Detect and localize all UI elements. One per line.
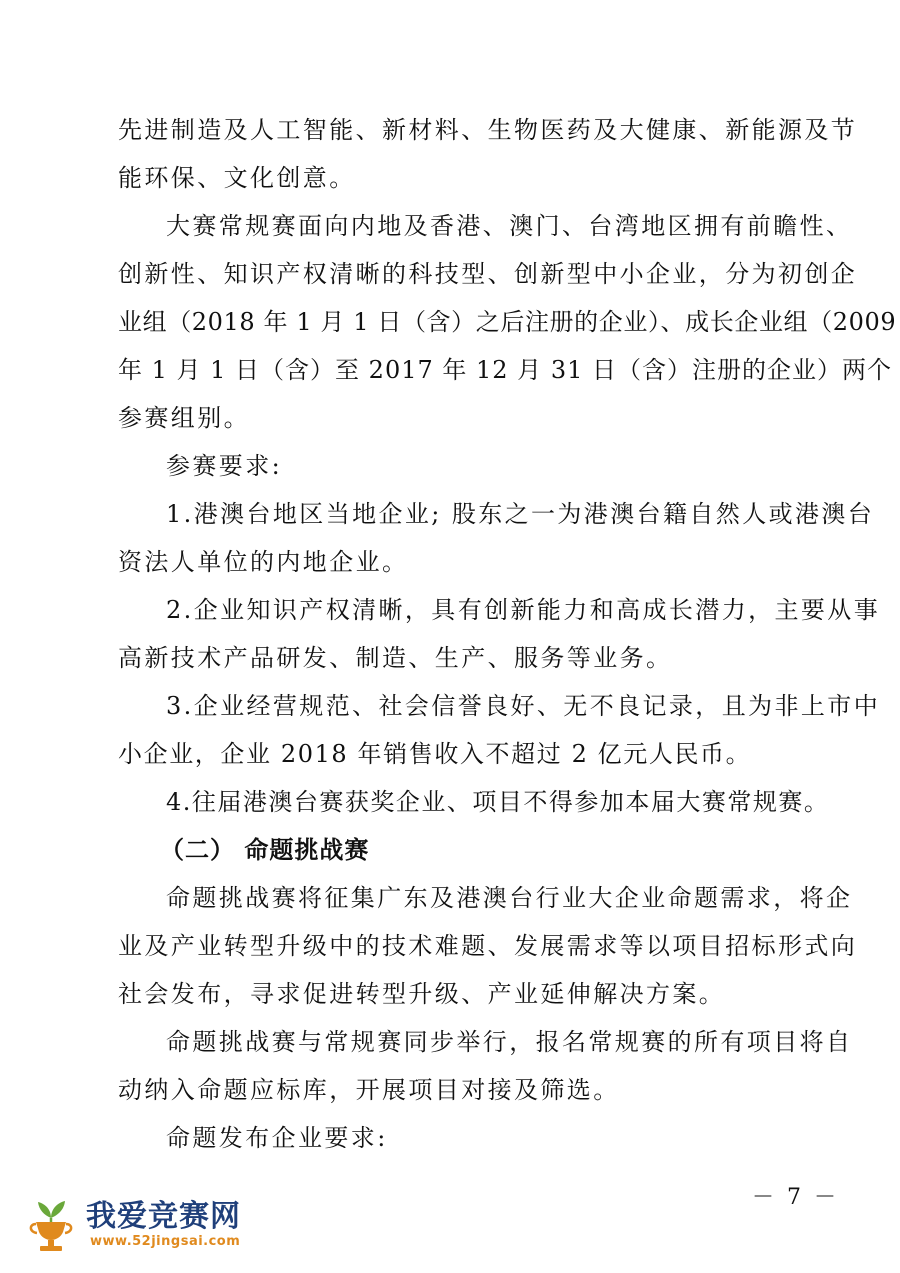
- watermark-site-name: 我爱竞赛网: [86, 1199, 241, 1234]
- site-watermark: [20, 1196, 260, 1256]
- page-number: － 7 －: [752, 1185, 839, 1210]
- paragraph-line: 命题发布企业要求:: [166, 1124, 388, 1152]
- section-label: 参赛要求:: [166, 452, 283, 480]
- requirement-line: 高新技术产品研发、制造、生产、服务等业务。: [118, 644, 673, 672]
- paragraph-line: 命题挑战赛与常规赛同步举行，报名常规赛的所有项目将自: [166, 1028, 853, 1056]
- paragraph-line: 创新性、知识产权清晰的科技型、创新型中小企业，分为初创企: [118, 260, 858, 288]
- paragraph-line: 先进制造及人工智能、新材料、生物医药及大健康、新能源及节: [118, 116, 858, 144]
- paragraph-line: 能环保、文化创意。: [118, 164, 356, 192]
- requirement-line: 2.企业知识产权清晰，具有创新能力和高成长潜力，主要从事: [166, 596, 881, 624]
- paragraph-line: 业及产业转型升级中的技术难题、发展需求等以项目招标形式向: [118, 932, 858, 960]
- paragraph-line: 命题挑战赛将征集广东及港澳台行业大企业命题需求，将企: [166, 884, 853, 912]
- paragraph-line: 大赛常规赛面向内地及香港、澳门、台湾地区拥有前瞻性、: [166, 212, 853, 240]
- requirement-line: 3.企业经营规范、社会信誉良好、无不良记录，且为非上市中: [166, 692, 881, 720]
- requirement-line: 1.港澳台地区当地企业; 股东之一为港澳台籍自然人或港澳台: [166, 500, 875, 528]
- requirement-line: 资法人单位的内地企业。: [118, 548, 409, 576]
- paragraph-line: 社会发布，寻求促进转型升级、产业延伸解决方案。: [118, 980, 726, 1008]
- requirement-line: 小企业，企业 2018 年销售收入不超过 2 亿元人民币。: [118, 740, 752, 768]
- requirement-line: 4.往届港澳台赛获奖企业、项目不得参加本届大赛常规赛。: [166, 788, 830, 816]
- paragraph-line: 年 1 月 1 日（含）至 2017 年 12 月 31 日（含）注册的企业）两个: [118, 356, 892, 384]
- section-heading: （二） 命题挑战赛: [160, 836, 370, 864]
- trophy-sprout-logo-icon: [20, 1196, 82, 1254]
- paragraph-line: 动纳入命题应标库，开展项目对接及筛选。: [118, 1076, 620, 1104]
- paragraph-line: 参赛组别。: [118, 404, 250, 432]
- paragraph-line: 业组（2018 年 1 月 1 日（含）之后注册的企业）、成长企业组（2009: [118, 308, 897, 336]
- watermark-url: www.52jingsai.com: [90, 1234, 241, 1249]
